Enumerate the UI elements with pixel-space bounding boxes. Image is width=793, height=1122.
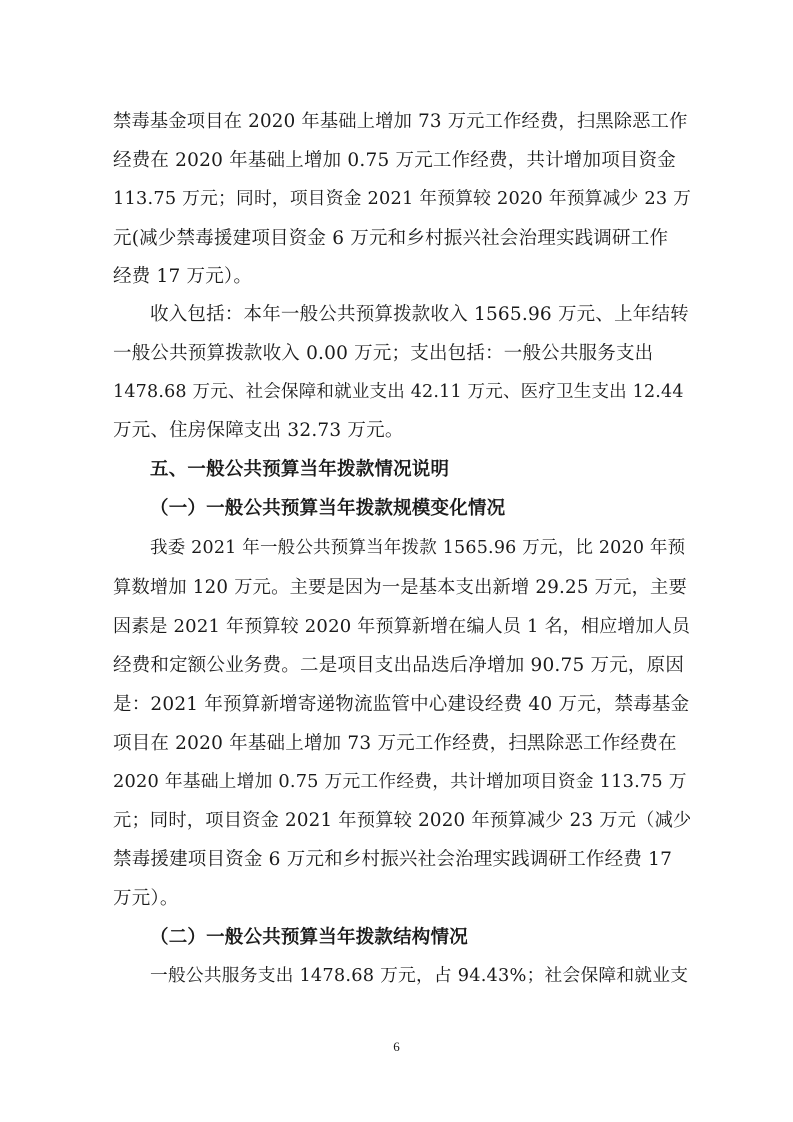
subsection-heading: （一）一般公共预算当年拨款规模变化情况 <box>150 498 506 519</box>
body-text-line: 项目在 2020 年基础上增加 73 万元工作经费，扫黑除恶工作经费在 <box>113 733 677 754</box>
paragraph-start-line: 一般公共服务支出 1478.68 万元，占 94.43%；社会保障和就业支 <box>150 966 689 986</box>
body-text-line: 万元、住房保障支出 32.73 万元。 <box>113 420 404 441</box>
body-text-line: 万元）。 <box>113 888 179 909</box>
body-text-line: 2020 年基础上增加 0.75 万元工作经费，共计增加项目资金 113.75 万 <box>113 772 687 792</box>
body-text-line: 是：2021 年预算新增寄递物流监管中心建设经费 40 万元，禁毒基金 <box>113 694 690 715</box>
section-heading: 五、一般公共预算当年拨款情况说明 <box>150 459 450 480</box>
body-text-line: 113.75 万元；同时，项目资金 2021 年预算较 2020 年预算减少 23 万 <box>113 189 692 209</box>
body-text-line: 1478.68 万元、社会保障和就业支出 42.11 万元、医疗卫生支出 12.44 <box>113 382 684 402</box>
body-text-line: 经费 17 万元）。 <box>113 266 253 287</box>
body-text-line: 禁毒援建项目资金 6 万元和乡村振兴社会治理实践调研工作经费 17 <box>113 849 673 870</box>
paragraph-start-line: 我委 2021 年一般公共预算当年拨款 1565.96 万元，比 2020 年预 <box>150 538 686 558</box>
body-text-line: 禁毒基金项目在 2020 年基础上增加 73 万元工作经费，扫黑除恶工作 <box>113 111 688 132</box>
paragraph-start-line: 收入包括：本年一般公共预算拨款收入 1565.96 万元、上年结转 <box>150 304 689 325</box>
body-text-line: 经费和定额公业务费。二是项目支出品迭后净增加 90.75 万元，原因 <box>113 655 685 676</box>
page-number: 6 <box>393 1039 400 1054</box>
body-text-line: 元；同时，项目资金 2021 年预算较 2020 年预算减少 23 万元（减少 <box>113 810 692 831</box>
body-text-line: 因素是 2021 年预算较 2020 年预算新增在编人员 1 名，相应增加人员 <box>113 616 691 637</box>
body-text-line: 一般公共预算拨款收入 0.00 万元；支出包括：一般公共服务支出 <box>113 343 654 364</box>
body-text-line: 元(减少禁毒援建项目资金 6 万元和乡村振兴社会治理实践调研工作 <box>113 228 669 249</box>
body-text-line: 算数增加 120 万元。主要是因为一是基本支出新增 29.25 万元，主要 <box>113 577 687 598</box>
body-text-line: 经费在 2020 年基础上增加 0.75 万元工作经费，共计增加项目资金 <box>113 150 676 171</box>
subsection-heading: （二）一般公共预算当年拨款结构情况 <box>150 927 468 948</box>
